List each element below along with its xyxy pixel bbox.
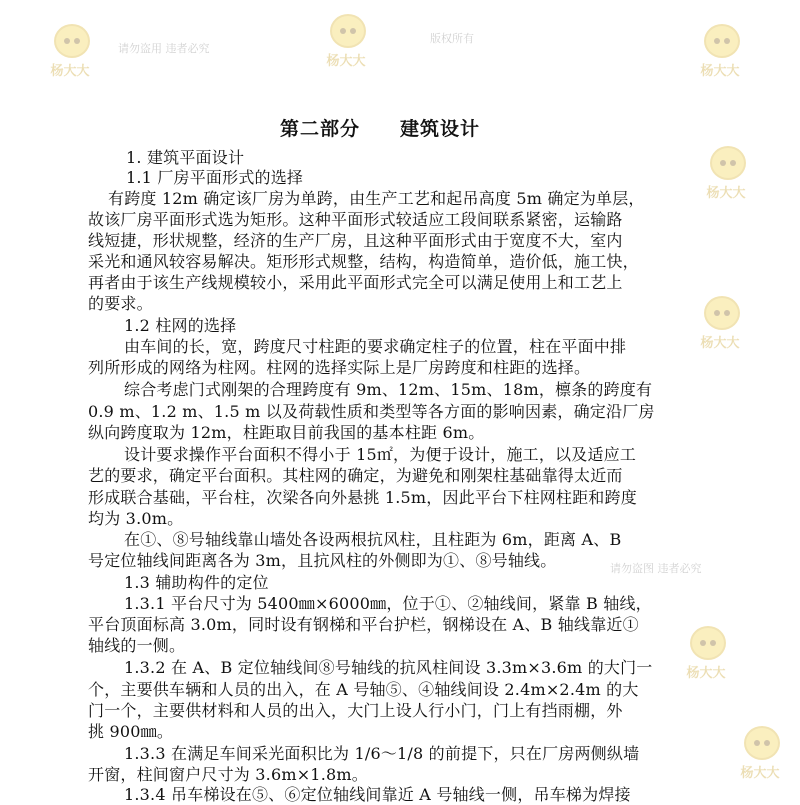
paragraph-line: 故该厂房平面形式选为矩形。这种平面形式较适应工段间联系紧密，运输路 [88, 210, 623, 229]
paragraph-line: 号定位轴线间距离各为 3m，且抗风柱的外侧即为①、⑧号轴线。 [88, 551, 557, 570]
paragraph-line: 采光和通风较容易解决。矩形形式规整，结构，构造简单，造价低，施工快， [88, 252, 639, 271]
bee-icon [54, 24, 90, 58]
paragraph-line: 轴线的一侧。 [88, 636, 186, 655]
watermark-logo [40, 18, 100, 90]
paragraph-line: 在①、⑧号轴线靠山墙处各设两根抗风柱，且柱距为 6m，距离 A、B [124, 530, 622, 549]
watermark-logo [676, 620, 736, 692]
paragraph-line: 的要求。 [88, 294, 153, 313]
paragraph-line: 开窗，柱间窗户尺寸为 3.6m×1.8m。 [88, 765, 368, 784]
bee-icon [690, 626, 726, 660]
bee-icon [704, 24, 740, 58]
paragraph-line: 0.9 m、1.2 m、1.5 m 以及荷载性质和类型等各方面的影响因素，确定沿厂房 [88, 402, 655, 421]
watermark-logo-text: 杨大大 [50, 64, 90, 79]
watermark-logo-text: 杨大大 [740, 766, 780, 781]
paragraph-line: 个，主要供车辆和人员的出入，在 A 号轴⑤、④轴线间设 2.4m×2.4m 的大 [88, 680, 639, 699]
paragraph-line: 平台顶面标高 3.0m，同时设有钢梯和平台护栏，钢梯设在 A、B 轴线靠近① [88, 615, 639, 634]
paragraph-line: 再者由于该生产线规模较小，采用此平面形式完全可以满足使用上和工艺上 [88, 273, 623, 292]
paragraph-line: 门一个，主要供材料和人员的出入，大门上设人行小门，门上有挡雨棚，外 [88, 701, 623, 720]
paragraph-line: 1.3.4 吊车梯设在⑤、⑥定位轴线间靠近 A 号轴线一侧，吊车梯为焊接 [124, 785, 631, 804]
paragraph-line: 1.3.2 在 A、B 定位轴线间⑧号轴线的抗风柱间设 3.3m×3.6m 的大门一 [124, 658, 653, 677]
watermark-logo-text: 杨大大 [686, 666, 726, 681]
watermark-text: 版权所有 [430, 32, 474, 45]
paragraph-line: 设计要求操作平台面积不得小于 15㎡，为便于设计，施工，以及适应工 [124, 445, 637, 464]
watermark-logo [690, 290, 750, 362]
paragraph-line: 挑 900㎜。 [88, 722, 174, 741]
watermark-logo [696, 140, 756, 212]
paragraph-line: 纵向跨度取为 12m，柱距取目前我国的基本柱距 6m。 [88, 423, 485, 442]
paragraph-line: 综合考虑门式刚架的合理跨度有 9m、12m、15m、18m，檩条的跨度有 [124, 380, 653, 399]
bee-icon [330, 14, 366, 48]
watermark-logo-text: 杨大大 [700, 336, 740, 351]
bee-icon [744, 726, 780, 760]
paragraph-line: 艺的要求，确定平台面积。其柱网的确定，为避免和刚架柱基础靠得太近而 [88, 466, 623, 485]
watermark-logo [690, 18, 750, 90]
heading-1-2: 1.2 柱网的选择 [124, 316, 237, 335]
paragraph-line: 均为 3.0m。 [88, 509, 184, 528]
heading-1-3: 1.3 辅助构件的定位 [124, 573, 269, 592]
heading-1: 1. 建筑平面设计 [126, 148, 245, 167]
watermark-text: 请勿盗用 违者必究 [118, 42, 210, 55]
watermark-logo [316, 8, 376, 80]
section-title: 第二部分 建筑设计 [279, 118, 480, 140]
watermark-logo-text: 杨大大 [706, 186, 746, 201]
watermark-logo-text: 杨大大 [326, 54, 366, 69]
paragraph-line: 列所形成的网络为柱网。柱网的选择实际上是厂房跨度和柱距的选择。 [88, 358, 591, 377]
bee-icon [704, 296, 740, 330]
watermark-logo-text: 杨大大 [700, 64, 740, 79]
paragraph-line: 由车间的长，宽，跨度尺寸柱距的要求确定柱子的位置，柱在平面中排 [124, 337, 627, 356]
paragraph-line: 线短捷，形状规整，经济的生产厂房，且这种平面形式由于宽度不大，室内 [88, 231, 623, 250]
heading-1-1: 1.1 厂房平面形式的选择 [126, 168, 304, 187]
paragraph-line: 1.3.3 在满足车间采光面积比为 1/6～1/8 的前提下，只在厂房两侧纵墙 [124, 744, 640, 763]
paragraph-line: 形成联合基础，平台柱，次梁各向外悬挑 1.5m，因此平台下柱网柱距和跨度 [88, 488, 637, 507]
bee-icon [710, 146, 746, 180]
watermark-text: 请勿盗图 违者必究 [610, 562, 702, 575]
paragraph-line: 有跨度 12m 确定该厂房为单跨，由生产工艺和起吊高度 5m 确定为单层， [108, 189, 645, 208]
paragraph-line: 1.3.1 平台尺寸为 5400㎜×6000㎜，位于①、②轴线间，紧靠 B 轴线， [124, 594, 652, 613]
watermark-logo [730, 720, 790, 792]
